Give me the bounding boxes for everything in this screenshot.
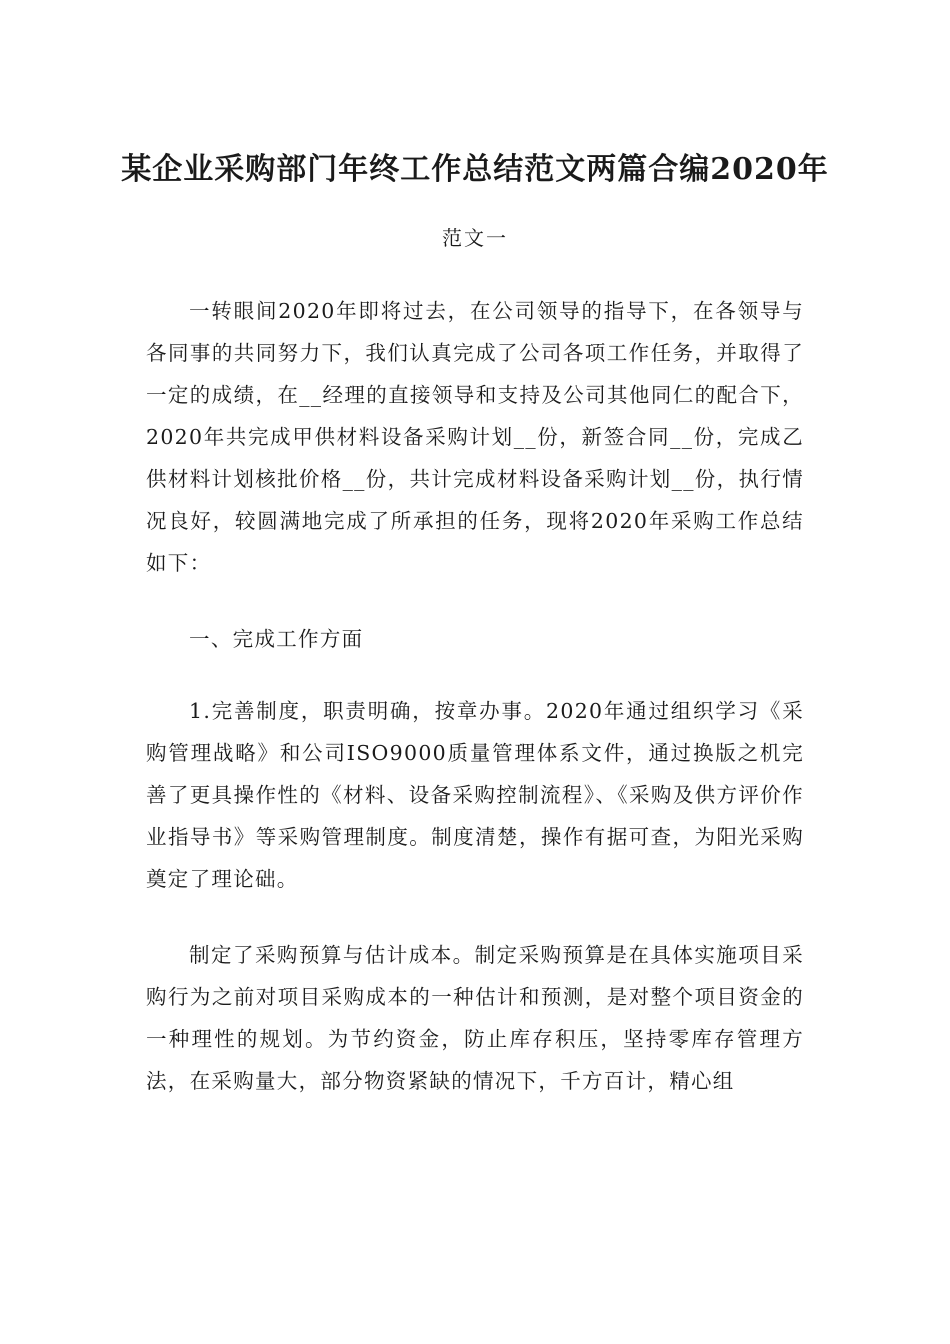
paragraph-item-1: 1.完善制度，职责明确，按章办事。2020年通过组织学习《采购管理战略》和公司ISO9000质量管理体系文件，通过换版之机完善了更具操作性的《材料、设备采购控制流程》、《采购及供方评价作业指导书》等采购管理制度。制度清楚，操作有据可查，为阳光采购奠定了理论础。 — [146, 699, 804, 891]
document-subtitle: 范文一 — [442, 226, 508, 250]
section-heading: 一、完成工作方面 — [189, 627, 364, 651]
paragraph-intro: 一转眼间2020年即将过去，在公司领导的指导下，在各领导与各同事的共同努力下，我们认真完成了公司各项工作任务，并取得了一定的成绩，在__经理的直接领导和支持及公司其他同仁的配合下，2020年共完成甲供材料设备采购计划__份，新签合同__份，完成乙供材料计划核批价格__份，共计完成材料设备采购计划__份，执行情况良好，较圆满地完成了所承担的任务，现将2020年采购工作总结如下： — [146, 299, 804, 575]
document-body — [146, 290, 804, 1136]
paragraph-budget: 制定了采购预算与估计成本。制定采购预算是在具体实施项目采购行为之前对项目采购成本的一种估计和预测，是对整个项目资金的一种理性的规划。为节约资金，防止库存积压，坚持零库存管理方法，在采购量大，部分物资紧缺的情况下，千方百计，精心组 — [146, 943, 804, 1093]
document-title: 某企业采购部门年终工作总结范文两篇合编2020年 — [121, 152, 829, 187]
